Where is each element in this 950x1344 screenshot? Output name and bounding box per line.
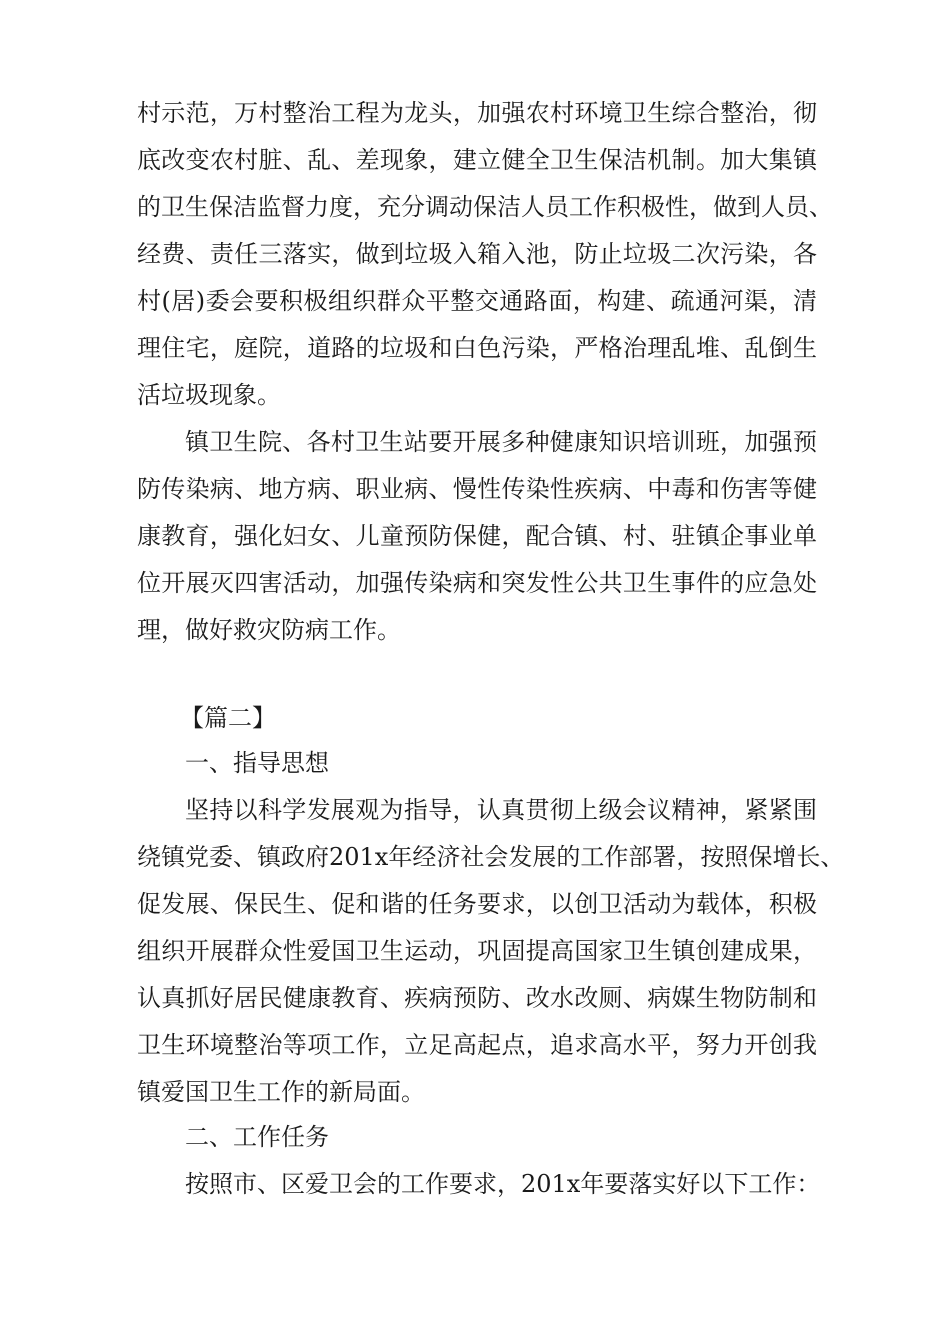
text-line: 活垃圾现象。 xyxy=(137,381,281,409)
text-line: 位开展灭四害活动，加强传染病和突发性公共卫生事件的应急处 xyxy=(137,569,817,597)
text-line: 镇爱国卫生工作的新局面。 xyxy=(137,1078,425,1106)
text-line: 村示范，万村整治工程为龙头，加强农村环境卫生综合整治，彻 xyxy=(137,99,817,127)
section-title: 【篇二】 xyxy=(180,704,276,732)
text-line: 理住宅，庭院，道路的垃圾和白色污染，严格治理乱堆、乱倒生 xyxy=(137,334,817,362)
text-line: 坚持以科学发展观为指导，认真贯彻上级会议精神，紧紧围 xyxy=(185,796,817,824)
text-line: 理，做好救灾防病工作。 xyxy=(137,616,401,644)
text-line: 绕镇党委、镇政府201x年经济社会发展的工作部署，按照保增长、 xyxy=(137,843,845,871)
text-line: 防传染病、地方病、职业病、慢性传染性疾病、中毒和伤害等健 xyxy=(137,475,817,503)
text-line: 底改变农村脏、乱、差现象，建立健全卫生保洁机制。加大集镇 xyxy=(137,146,817,174)
text-line: 促发展、保民生、促和谐的任务要求，以创卫活动为载体，积极 xyxy=(137,890,817,918)
text-line: 村(居)委会要积极组织群众平整交通路面，构建、疏通河渠，清 xyxy=(137,287,817,315)
text-line: 康教育，强化妇女、儿童预防保健，配合镇、村、驻镇企事业单 xyxy=(137,522,817,550)
text-line: 按照市、区爱卫会的工作要求，201x年要落实好以下工作： xyxy=(185,1170,821,1198)
text-line: 组织开展群众性爱国卫生运动，巩固提高国家卫生镇创建成果， xyxy=(137,937,817,965)
text-line: 经费、责任三落实，做到垃圾入箱入池，防止垃圾二次污染，各 xyxy=(137,240,817,268)
text-line: 认真抓好居民健康教育、疾病预防、改水改厕、病媒生物防制和 xyxy=(137,984,817,1012)
text-line: 卫生环境整治等项工作，立足高起点，追求高水平，努力开创我 xyxy=(137,1031,817,1059)
text-line: 镇卫生院、各村卫生站要开展多种健康知识培训班，加强预 xyxy=(185,428,817,456)
text-line: 的卫生保洁监督力度，充分调动保洁人员工作积极性，做到人员、 xyxy=(137,193,833,221)
heading-work-tasks: 二、工作任务 xyxy=(185,1123,329,1151)
heading-guiding-ideology: 一、指导思想 xyxy=(185,749,329,777)
